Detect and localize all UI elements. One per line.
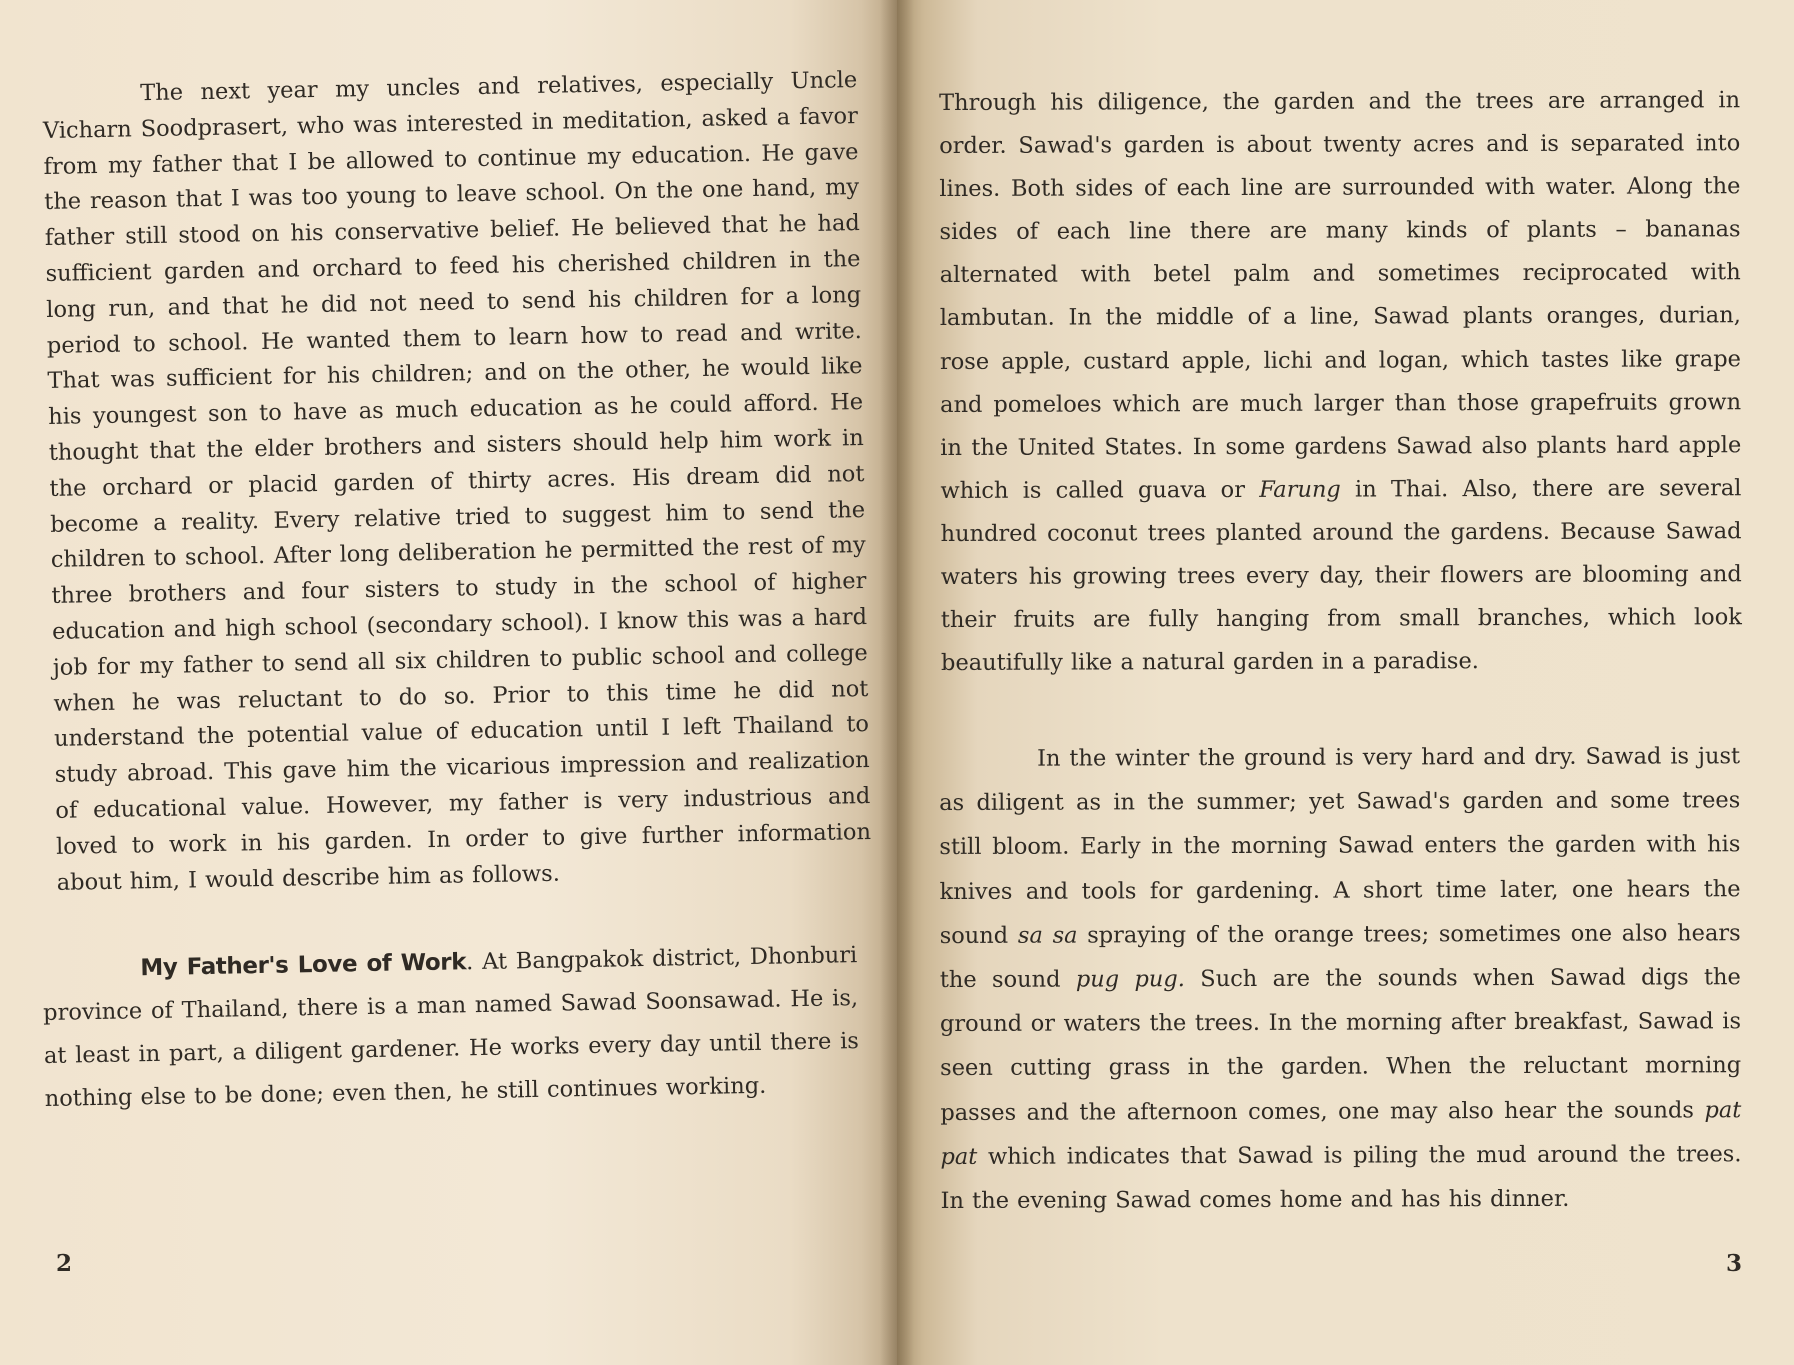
left-paragraph-2-text: . At Bangpakok district, Dhonburi province of Thailand, there is a man named Sawad Soonsawad. He is, at least in part, a diligent gardener. He works every day until there is nothing else to be done; even then, he still continues working. — [42, 942, 860, 1113]
left-paragraph-2 — [42, 934, 860, 1121]
page-number-right: 3 — [1725, 1250, 1742, 1277]
right-paragraph-2-text-b: spraying of the orange trees; sometimes one also hears the sound — [939, 920, 1741, 994]
right-paragraph-1-text-a: Through his diligence, the garden and the trees are arranged in order. Sawad's garden is about twenty acres and is separated into lines. Both sides of each line are surrounded with water. Along the sides of each line there are many kinds of plants – bananas alternated with betel palm and sometimes reciprocated with lambutan. In the middle of a line, Sawad plants oranges, durian, rose apple, custard apple, lichi and logan, which tastes like grape and pomeloes which are much larger than those grapefruits grown in the United States. In some gardens Sawad also plants hard apple which is called guava or — [939, 87, 1742, 504]
right-paragraph-1-text-b: in Thai. Also, there are several hundred coconut trees planted around the gardens. Because Sawad waters his growing trees every day, their flowers are blooming and their fruits are fully hanging from small branches, which look beautifully like a natural garden in a paradise. — [940, 475, 1742, 677]
right-page — [897, 0, 1794, 1365]
italic-term-farung: Farung — [1259, 476, 1341, 503]
right-paragraph-2-text-c: Such are the sounds when Sawad digs the ground or waters the trees. In the morning after breakfast, Sawad is seen cutting grass in the garden. When the reluctant morning passes and the afternoon comes, one may also hear the sounds — [939, 964, 1742, 1126]
italic-sound-pat-pat: pat pat — [940, 1097, 1742, 1171]
right-paragraph-2-text-d: which indicates that Sawad is piling the mud around the trees. In the evening Sawad comes home and has his dinner. — [940, 1141, 1742, 1215]
right-paragraph-2 — [939, 735, 1742, 1224]
italic-sound-sa-sa: sa sa — [1017, 922, 1078, 949]
left-paragraph-1: The next year my uncles and relatives, especially Uncle Vicharn Soodprasert, who was interested in meditation, asked a favor from my father that I be allowed to continue my education. He gave the reason that I was too young to leave school. On the one hand, my father still stood on his conservative belief. He believed that he had sufficient garden and orchard to feed his cherished children in the long run, and that he did not need to send his children for a long period to school. He wanted them to learn how to read and write. That was sufficient for his children; and on the other, he would like his youngest son to have as much education as he could afford. He thought that the elder brothers and sisters should help him work in the orchard or placid garden of thirty acres. His dream did not become a reality. Every relative tried to suggest him to send the children to school. After long deliberation he permitted the rest of my three brothers and four sisters to study in the school of higher education and high school (secondary school). I know this was a hard job for my father to send all six children to public school and college when he was reluctant to do so. Prior to this time he did not understand the potential value of education until I left Thailand to study abroad. This gave him the vicarious impression and realization of educational value. However, my father is very industrious and loved to work in his garden. In order to give further information about him, I would describe him as follows. — [42, 67, 872, 896]
right-paragraph-2-text-a: In the winter the ground is very hard and dry. Sawad is just as diligent as in the summer; yet Sawad's garden and some trees still bloom. Early in the morning Sawad enters the garden with his knives and tools for gardening. A short time later, one hears the sound — [939, 743, 1741, 950]
italic-sound-pug-pug: pug pug. — [1075, 966, 1185, 993]
right-paragraph-1 — [939, 79, 1742, 685]
section-heading: My Father's Love of Work — [140, 949, 467, 982]
page-number-left: 2 — [56, 1250, 73, 1277]
